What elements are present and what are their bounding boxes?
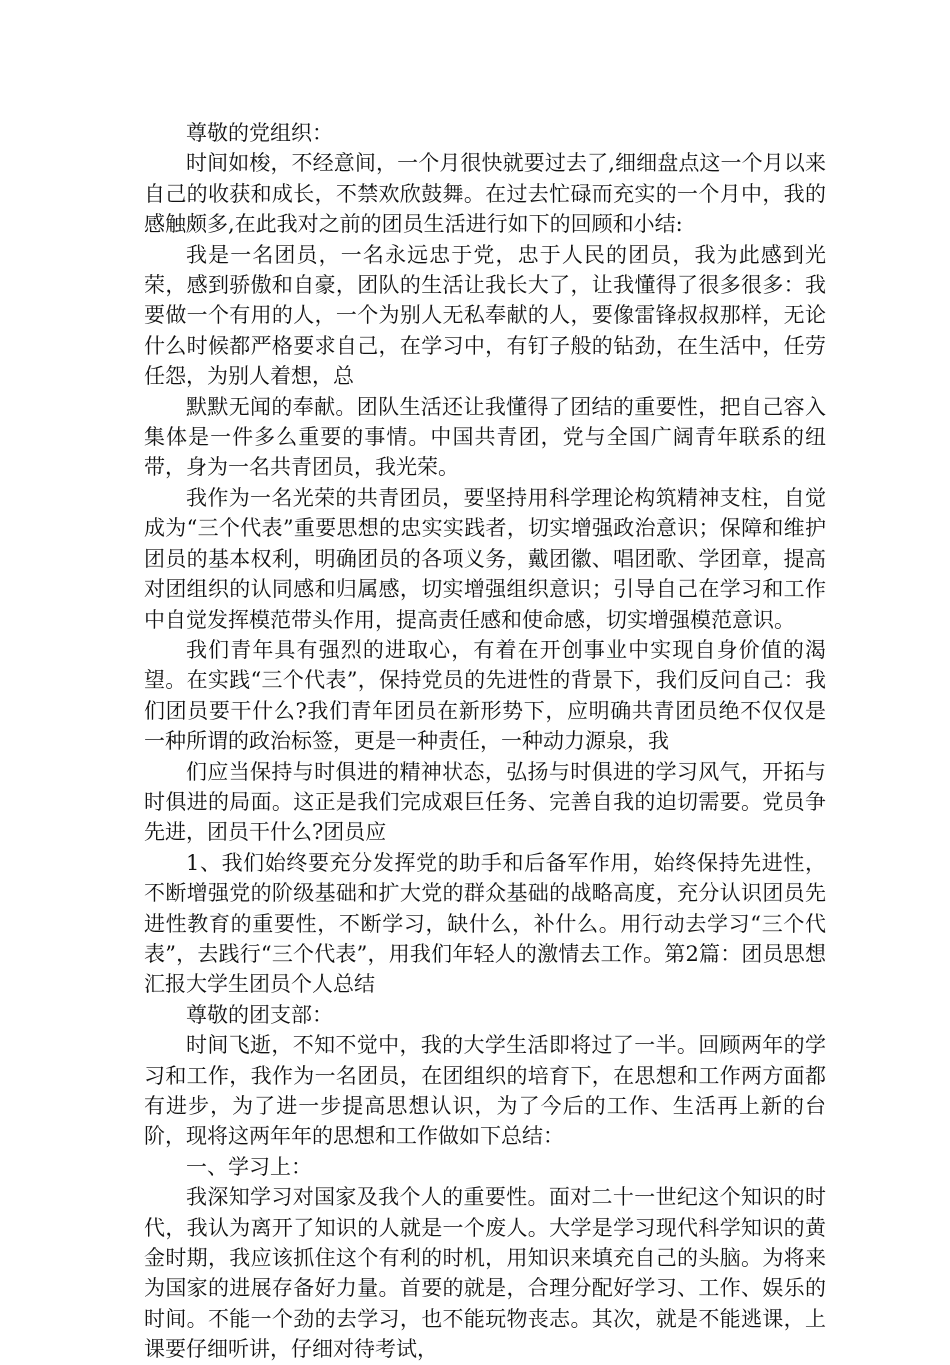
salutation-branch: 尊敬的团支部： bbox=[186, 1002, 333, 1027]
paragraph: 们应当保持与时俱进的精神状态，弘扬与时俱进的学习风气，开拓与时俱进的局面。这正是我们完成艰巨任务、完善自我的迫切需要。党员争先进，团员干什么?团员应 bbox=[144, 759, 826, 845]
paragraph: 时间飞逝，不知不觉中，我的大学生活即将过了一半。回顾两年的学习和工作，我作为一名团员，在团组织的培育下，在思想和工作两方面都有进步，为了进一步提高思想认识，为了今后的工作、生活再上新的台阶，现将这两年年的思想和工作做如下总结： bbox=[144, 1033, 826, 1149]
paragraph: 我深知学习对国家及我个人的重要性。面对二十一世纪这个知识的时代，我认为离开了知识的人就是一个废人。大学是学习现代科学知识的黄金时期，我应该抓住这个有利的时机，用知识来填充自己的头脑。为将来为国家的进展存备好力量。首要的就是，合理分配好学习、工作、娱乐的时间。不能一个劲的去学习，也不能玩物丧志。其次，就是不能逃课，上课要仔细听讲，仔细对待考试， bbox=[144, 1185, 826, 1362]
paragraph: 1、我们始终要充分发挥党的助手和后备军作用，始终保持先进性，不断增强党的阶级基础和扩大党的群众基础的战略高度，充分认识团员先进性教育的重要性，不断学习，缺什么，补什么。用行动去学习“三个代表”，去践行“三个代表”，用我们年轻人的激情去工作。第2篇：团员思想汇报大学生团员个人总结 bbox=[144, 850, 826, 997]
paragraph: 我们青年具有强烈的进取心，有着在开创事业中实现自身价值的渴望。在实践“三个代表”，保持党员的先进性的背景下，我们反问自己：我们团员要干什么?我们青年团员在新形势下，应明确共青团员绝不仅仅是一种所谓的政治标签，更是一种责任，一种动力源泉，我 bbox=[144, 637, 826, 754]
document-page bbox=[144, 118, 826, 1365]
paragraph: 我作为一名光荣的共青团员，要坚持用科学理论构筑精神支柱，自觉成为“三个代表”重要思想的忠实实践者，切实增强政治意识；保障和维护团员的基本权利，明确团员的各项义务，戴团徽、唱团歌、学团章，提高对团组织的认同感和归属感，切实增强组织意识；引导自己在学习和工作中自觉发挥模范带头作用，提高责任感和使命感，切实增强模范意识。 bbox=[144, 485, 826, 632]
paragraph: 默默无闻的奉献。团队生活还让我懂得了团结的重要性，把自己容入集体是一件多么重要的事情。中国共青团，党与全国广阔青年联系的纽带，身为一名共青团员，我光荣。 bbox=[144, 394, 826, 480]
paragraph: 我是一名团员，一名永远忠于党，忠于人民的团员，我为此感到光荣，感到骄傲和自豪，团队的生活让我长大了，让我懂得了很多很多：我要做一个有用的人，一个为别人无私奉献的人，要像雷锋叔叔那样，无论什么时候都严格要求自己，在学习中，有钉子般的钻劲，在生活中，任劳任怨，为别人着想，总 bbox=[144, 242, 826, 389]
section-heading: 一、学习上： bbox=[186, 1154, 312, 1179]
salutation-party: 尊敬的党组织： bbox=[186, 121, 333, 145]
paragraph: 时间如梭，不经意间，一个月很快就要过去了,细细盘点这一个月以来自己的收获和成长，不禁欢欣鼓舞。在过去忙碌而充实的一个月中，我的感触颇多,在此我对之前的团员生活进行如下的回顾和小结: bbox=[144, 151, 826, 237]
